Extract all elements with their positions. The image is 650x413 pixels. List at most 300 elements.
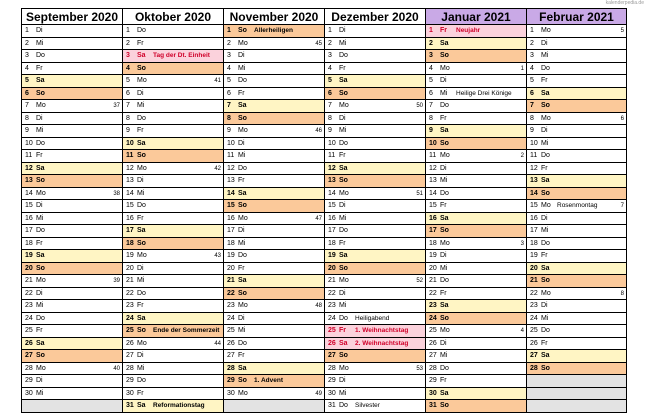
day-number: 24 bbox=[530, 314, 538, 322]
day-number: 10 bbox=[530, 139, 538, 147]
week-number: 52 bbox=[416, 278, 423, 284]
day-number: 26 bbox=[25, 339, 33, 347]
weekday-label: Mo bbox=[238, 127, 248, 134]
weekday-label: Fr bbox=[238, 177, 245, 184]
month-column bbox=[223, 8, 324, 413]
day-row bbox=[426, 63, 526, 76]
weekday-label: Mi bbox=[36, 302, 44, 309]
day-number: 25 bbox=[429, 327, 437, 334]
day-row bbox=[123, 313, 223, 326]
holiday-note: 2. Weihnachtstag bbox=[355, 339, 409, 347]
day-number: 12 bbox=[530, 164, 538, 172]
day-row bbox=[123, 225, 223, 238]
day-number: 28 bbox=[429, 364, 437, 372]
day-number: 16 bbox=[126, 214, 134, 222]
weekday-label: Di bbox=[339, 202, 346, 209]
week-number: 50 bbox=[416, 103, 423, 109]
day-number: 16 bbox=[429, 214, 437, 222]
weekday-label: So bbox=[238, 27, 247, 34]
day-row bbox=[426, 388, 526, 401]
weekday-label: Do bbox=[339, 52, 348, 59]
weekday-label: Sa bbox=[440, 389, 449, 397]
holiday-note: Rosenmontag bbox=[557, 202, 598, 209]
day-row bbox=[325, 138, 425, 151]
holiday-note: 1. Weihnachtstag bbox=[355, 327, 409, 334]
day-number: 23 bbox=[429, 302, 437, 309]
weekday-label: So bbox=[541, 189, 550, 197]
day-number: 2 bbox=[328, 39, 332, 47]
day-row bbox=[224, 125, 324, 138]
day-number: 15 bbox=[25, 202, 33, 209]
day-row bbox=[123, 275, 223, 288]
weekday-label: Mi bbox=[238, 239, 246, 247]
day-row bbox=[325, 175, 425, 188]
weekday-label: Mi bbox=[137, 277, 145, 284]
day-number: 3 bbox=[126, 52, 130, 59]
weekday-label: Fr bbox=[36, 239, 43, 247]
day-number: 30 bbox=[328, 389, 336, 397]
week-number: 44 bbox=[214, 340, 221, 347]
weekday-label: Sa bbox=[541, 89, 550, 97]
day-row bbox=[426, 138, 526, 151]
weekday-label: Mo bbox=[137, 252, 147, 259]
weekday-label: So bbox=[36, 89, 45, 97]
day-number: 17 bbox=[328, 227, 336, 234]
weekday-label: Mo bbox=[339, 277, 349, 284]
day-row bbox=[22, 75, 122, 88]
day-row bbox=[22, 138, 122, 151]
weekday-label: Fr bbox=[137, 39, 144, 47]
day-number: 9 bbox=[530, 127, 534, 134]
day-number: 22 bbox=[429, 289, 437, 297]
weekday-label: Mo bbox=[541, 27, 551, 34]
day-row bbox=[22, 63, 122, 76]
day-row bbox=[224, 288, 324, 301]
empty-day-cell bbox=[527, 388, 626, 401]
day-number: 24 bbox=[429, 314, 437, 322]
day-number: 30 bbox=[227, 389, 235, 397]
day-row bbox=[224, 150, 324, 163]
day-number: 12 bbox=[429, 164, 437, 172]
day-number: 24 bbox=[328, 314, 336, 322]
day-row bbox=[527, 138, 626, 151]
month-header: Januar 2021 bbox=[426, 8, 526, 25]
weekday-label: Fr bbox=[541, 164, 548, 172]
day-row bbox=[426, 100, 526, 113]
day-number: 19 bbox=[126, 252, 134, 259]
weekday-label: Sa bbox=[541, 177, 550, 184]
day-row bbox=[426, 75, 526, 88]
month-column bbox=[526, 8, 627, 413]
day-number: 4 bbox=[328, 64, 332, 72]
weekday-label: Mi bbox=[36, 39, 44, 47]
holiday-note: Ende der Sommerzeit bbox=[153, 327, 220, 334]
weekday-label: Sa bbox=[137, 139, 146, 147]
day-number: 13 bbox=[530, 177, 538, 184]
weekday-label: Do bbox=[541, 239, 550, 247]
day-row bbox=[224, 63, 324, 76]
day-row bbox=[426, 275, 526, 288]
day-row bbox=[527, 275, 626, 288]
day-number: 2 bbox=[429, 39, 433, 47]
day-number: 5 bbox=[126, 77, 130, 84]
weekday-label: Mo bbox=[339, 102, 349, 109]
day-row bbox=[527, 300, 626, 313]
weekday-label: Di bbox=[440, 339, 447, 347]
day-row bbox=[426, 225, 526, 238]
day-number: 1 bbox=[429, 27, 433, 34]
weekday-label: Fr bbox=[541, 339, 548, 347]
day-row bbox=[22, 350, 122, 363]
weekday-label: Mi bbox=[440, 264, 448, 272]
day-row bbox=[22, 363, 122, 376]
day-row bbox=[426, 125, 526, 138]
day-number: 19 bbox=[25, 252, 33, 259]
empty-day-cell bbox=[224, 400, 324, 413]
weekday-label: Fr bbox=[137, 127, 144, 134]
weekday-label: So bbox=[339, 89, 348, 97]
weekday-label: Mo bbox=[36, 102, 46, 109]
weekday-label: Mo bbox=[36, 189, 46, 197]
weekday-label: Fr bbox=[440, 114, 447, 122]
week-number: 51 bbox=[416, 190, 423, 197]
weekday-label: Do bbox=[137, 289, 146, 297]
weekday-label: Do bbox=[339, 139, 348, 147]
day-number: 10 bbox=[227, 139, 235, 147]
weekday-label: Mi bbox=[36, 214, 44, 222]
day-row bbox=[325, 100, 425, 113]
day-row bbox=[325, 150, 425, 163]
weekday-label: Fr bbox=[541, 252, 548, 259]
day-row bbox=[22, 238, 122, 251]
day-row bbox=[426, 363, 526, 376]
weekday-label: Fr bbox=[238, 352, 245, 359]
day-number: 27 bbox=[25, 352, 33, 359]
weekday-label: Di bbox=[238, 52, 245, 59]
day-number: 13 bbox=[25, 177, 33, 184]
week-number: 46 bbox=[315, 128, 322, 134]
day-number: 18 bbox=[328, 239, 336, 247]
day-row bbox=[426, 113, 526, 126]
weekday-label: Do bbox=[440, 189, 449, 197]
day-number: 6 bbox=[429, 89, 433, 97]
day-number: 28 bbox=[328, 364, 336, 372]
day-number: 8 bbox=[530, 114, 534, 122]
day-row bbox=[224, 300, 324, 313]
day-row bbox=[325, 263, 425, 276]
day-number: 23 bbox=[530, 302, 538, 309]
day-number: 17 bbox=[25, 227, 33, 234]
weekday-label: Do bbox=[440, 277, 449, 284]
weekday-label: Mo bbox=[440, 327, 450, 334]
day-row bbox=[527, 38, 626, 51]
week-number: 53 bbox=[416, 365, 423, 372]
day-row bbox=[527, 163, 626, 176]
day-row bbox=[22, 225, 122, 238]
day-row bbox=[527, 25, 626, 38]
weekday-label: Mo bbox=[238, 302, 248, 309]
day-row bbox=[426, 313, 526, 326]
day-row bbox=[123, 75, 223, 88]
weekday-label: Do bbox=[36, 227, 45, 234]
day-number: 6 bbox=[328, 89, 332, 97]
weekday-label: So bbox=[339, 177, 348, 184]
day-row bbox=[325, 388, 425, 401]
day-number: 12 bbox=[25, 164, 33, 172]
weekday-label: Do bbox=[137, 377, 146, 384]
day-row bbox=[22, 175, 122, 188]
weekday-label: Sa bbox=[36, 339, 45, 347]
day-number: 13 bbox=[429, 177, 437, 184]
weekday-label: Do bbox=[440, 364, 449, 372]
day-row bbox=[426, 325, 526, 338]
day-number: 4 bbox=[530, 64, 534, 72]
day-number: 29 bbox=[328, 377, 336, 384]
day-row bbox=[22, 300, 122, 313]
day-row bbox=[325, 238, 425, 251]
weekday-label: So bbox=[541, 277, 550, 284]
day-row bbox=[123, 25, 223, 38]
weekday-label: So bbox=[440, 402, 449, 409]
watermark: kalenderpedia.de bbox=[605, 0, 644, 6]
day-number: 22 bbox=[126, 289, 134, 297]
weekday-label: Di bbox=[238, 139, 245, 147]
weekday-label: Di bbox=[137, 264, 144, 272]
day-row bbox=[123, 188, 223, 201]
day-row bbox=[22, 338, 122, 351]
weekday-label: Do bbox=[137, 202, 146, 209]
day-row bbox=[426, 400, 526, 413]
day-row bbox=[527, 50, 626, 63]
day-number: 11 bbox=[328, 152, 336, 159]
weekday-label: Mo bbox=[36, 277, 46, 284]
day-row bbox=[22, 325, 122, 338]
weekday-label: Mo bbox=[440, 64, 450, 72]
day-number: 5 bbox=[227, 77, 231, 84]
day-row bbox=[22, 38, 122, 51]
weekday-label: Fr bbox=[137, 302, 144, 309]
day-number: 20 bbox=[328, 264, 336, 272]
day-number: 31 bbox=[429, 402, 437, 409]
day-number: 5 bbox=[530, 77, 534, 84]
weekday-label: Sa bbox=[238, 102, 247, 109]
day-number: 27 bbox=[530, 352, 538, 359]
day-row bbox=[224, 25, 324, 38]
day-number: 6 bbox=[126, 89, 130, 97]
day-number: 12 bbox=[328, 164, 336, 172]
day-number: 5 bbox=[328, 77, 332, 84]
day-row bbox=[527, 125, 626, 138]
day-number: 1 bbox=[328, 27, 332, 34]
day-row bbox=[426, 38, 526, 51]
day-number: 24 bbox=[126, 314, 134, 322]
weekday-label: Di bbox=[440, 77, 447, 84]
day-row bbox=[527, 175, 626, 188]
empty-day-cell bbox=[22, 400, 122, 413]
day-number: 14 bbox=[530, 189, 538, 197]
weekday-label: Fr bbox=[440, 289, 447, 297]
day-row bbox=[426, 175, 526, 188]
day-number: 20 bbox=[126, 264, 134, 272]
day-number: 21 bbox=[530, 277, 538, 284]
week-number: 6 bbox=[620, 115, 624, 122]
day-number: 15 bbox=[328, 202, 336, 209]
day-number: 16 bbox=[328, 214, 336, 222]
day-number: 11 bbox=[429, 152, 437, 159]
weekday-label: Fr bbox=[339, 239, 346, 247]
weekday-label: Mo bbox=[541, 114, 551, 122]
weekday-label: Di bbox=[238, 314, 245, 322]
day-row bbox=[224, 388, 324, 401]
day-number: 11 bbox=[126, 152, 134, 159]
holiday-note: Neujahr bbox=[456, 27, 481, 34]
day-number: 23 bbox=[227, 302, 235, 309]
day-row bbox=[426, 250, 526, 263]
weekday-label: Sa bbox=[440, 127, 449, 134]
weekday-label: So bbox=[440, 227, 449, 234]
day-row bbox=[325, 88, 425, 101]
day-number: 12 bbox=[227, 164, 235, 172]
day-row bbox=[325, 213, 425, 226]
weekday-label: So bbox=[238, 202, 247, 209]
weekday-label: Mi bbox=[238, 327, 246, 334]
day-number: 8 bbox=[328, 114, 332, 122]
weekday-label: Do bbox=[36, 139, 45, 147]
holiday-note: Reformationstag bbox=[153, 402, 205, 409]
day-row bbox=[325, 288, 425, 301]
day-row bbox=[123, 50, 223, 63]
weekday-label: Do bbox=[238, 339, 247, 347]
day-row bbox=[123, 88, 223, 101]
empty-day-cell bbox=[527, 400, 626, 413]
day-row bbox=[527, 113, 626, 126]
day-number: 6 bbox=[227, 89, 231, 97]
day-number: 20 bbox=[530, 264, 538, 272]
holiday-note: Tag der Dt. Einheit bbox=[153, 52, 210, 59]
day-row bbox=[426, 375, 526, 388]
day-row bbox=[325, 275, 425, 288]
weekday-label: Mi bbox=[137, 189, 145, 197]
day-row bbox=[527, 63, 626, 76]
weekday-label: Sa bbox=[238, 364, 247, 372]
weekday-label: Mi bbox=[137, 102, 145, 109]
day-number: 30 bbox=[429, 389, 437, 397]
day-number: 6 bbox=[530, 89, 534, 97]
weekday-label: Sa bbox=[541, 352, 550, 359]
day-number: 25 bbox=[126, 327, 134, 334]
day-row bbox=[22, 25, 122, 38]
day-number: 26 bbox=[530, 339, 538, 347]
day-number: 7 bbox=[126, 102, 130, 109]
day-row bbox=[22, 263, 122, 276]
day-number: 13 bbox=[126, 177, 134, 184]
day-number: 2 bbox=[126, 39, 130, 47]
day-number: 9 bbox=[227, 127, 231, 134]
day-number: 31 bbox=[126, 402, 134, 409]
day-number: 18 bbox=[227, 239, 235, 247]
week-number: 3 bbox=[520, 240, 524, 247]
weekday-label: Sa bbox=[339, 252, 348, 259]
day-row bbox=[224, 200, 324, 213]
day-number: 28 bbox=[227, 364, 235, 372]
day-row bbox=[527, 200, 626, 213]
weekday-label: Di bbox=[541, 214, 548, 222]
weekday-label: Di bbox=[541, 39, 548, 47]
day-number: 7 bbox=[429, 102, 433, 109]
day-row bbox=[325, 300, 425, 313]
weekday-label: Do bbox=[238, 252, 247, 259]
day-row bbox=[22, 125, 122, 138]
day-number: 20 bbox=[227, 264, 235, 272]
weekday-label: Mi bbox=[541, 52, 549, 59]
day-number: 20 bbox=[25, 264, 33, 272]
day-row bbox=[325, 363, 425, 376]
day-row bbox=[123, 163, 223, 176]
day-number: 2 bbox=[227, 39, 231, 47]
day-number: 24 bbox=[227, 314, 235, 322]
weekday-label: Mo bbox=[440, 239, 450, 247]
day-number: 5 bbox=[429, 77, 433, 84]
day-number: 19 bbox=[429, 252, 437, 259]
day-number: 29 bbox=[227, 377, 235, 384]
weekday-label: Do bbox=[36, 52, 45, 59]
weekday-label: Sa bbox=[339, 77, 348, 84]
day-number: 14 bbox=[25, 189, 33, 197]
day-row bbox=[224, 263, 324, 276]
day-number: 17 bbox=[429, 227, 437, 234]
weekday-label: Mi bbox=[541, 139, 549, 147]
weekday-label: Mi bbox=[238, 64, 246, 72]
day-row bbox=[527, 213, 626, 226]
weekday-label: So bbox=[541, 364, 550, 372]
day-number: 17 bbox=[227, 227, 235, 234]
day-number: 16 bbox=[530, 214, 538, 222]
weekday-label: Mi bbox=[36, 389, 44, 397]
day-row bbox=[22, 113, 122, 126]
day-number: 19 bbox=[530, 252, 538, 259]
weekday-label: Sa bbox=[137, 227, 146, 234]
weekday-label: So bbox=[137, 327, 146, 334]
day-row bbox=[527, 338, 626, 351]
weekday-label: Mi bbox=[339, 214, 347, 222]
weekday-label: Mi bbox=[440, 352, 448, 359]
day-row bbox=[527, 350, 626, 363]
week-number: 45 bbox=[315, 40, 322, 47]
week-number: 38 bbox=[113, 190, 120, 197]
weekday-label: Do bbox=[238, 164, 247, 172]
day-row bbox=[426, 263, 526, 276]
day-row bbox=[325, 188, 425, 201]
weekday-label: Sa bbox=[36, 77, 45, 84]
day-row bbox=[527, 250, 626, 263]
week-number: 1 bbox=[520, 65, 524, 72]
day-number: 8 bbox=[227, 114, 231, 122]
day-row bbox=[22, 388, 122, 401]
day-row bbox=[224, 313, 324, 326]
weekday-label: Mi bbox=[541, 227, 549, 234]
day-row bbox=[123, 213, 223, 226]
holiday-note: Heiligabend bbox=[355, 314, 390, 322]
weekday-label: Mo bbox=[238, 389, 248, 397]
weekday-label: Sa bbox=[339, 339, 348, 347]
weekday-label: Do bbox=[541, 327, 550, 334]
day-row bbox=[527, 100, 626, 113]
day-row bbox=[325, 250, 425, 263]
day-row bbox=[123, 350, 223, 363]
day-row bbox=[224, 100, 324, 113]
day-row bbox=[527, 325, 626, 338]
day-number: 25 bbox=[328, 327, 336, 334]
